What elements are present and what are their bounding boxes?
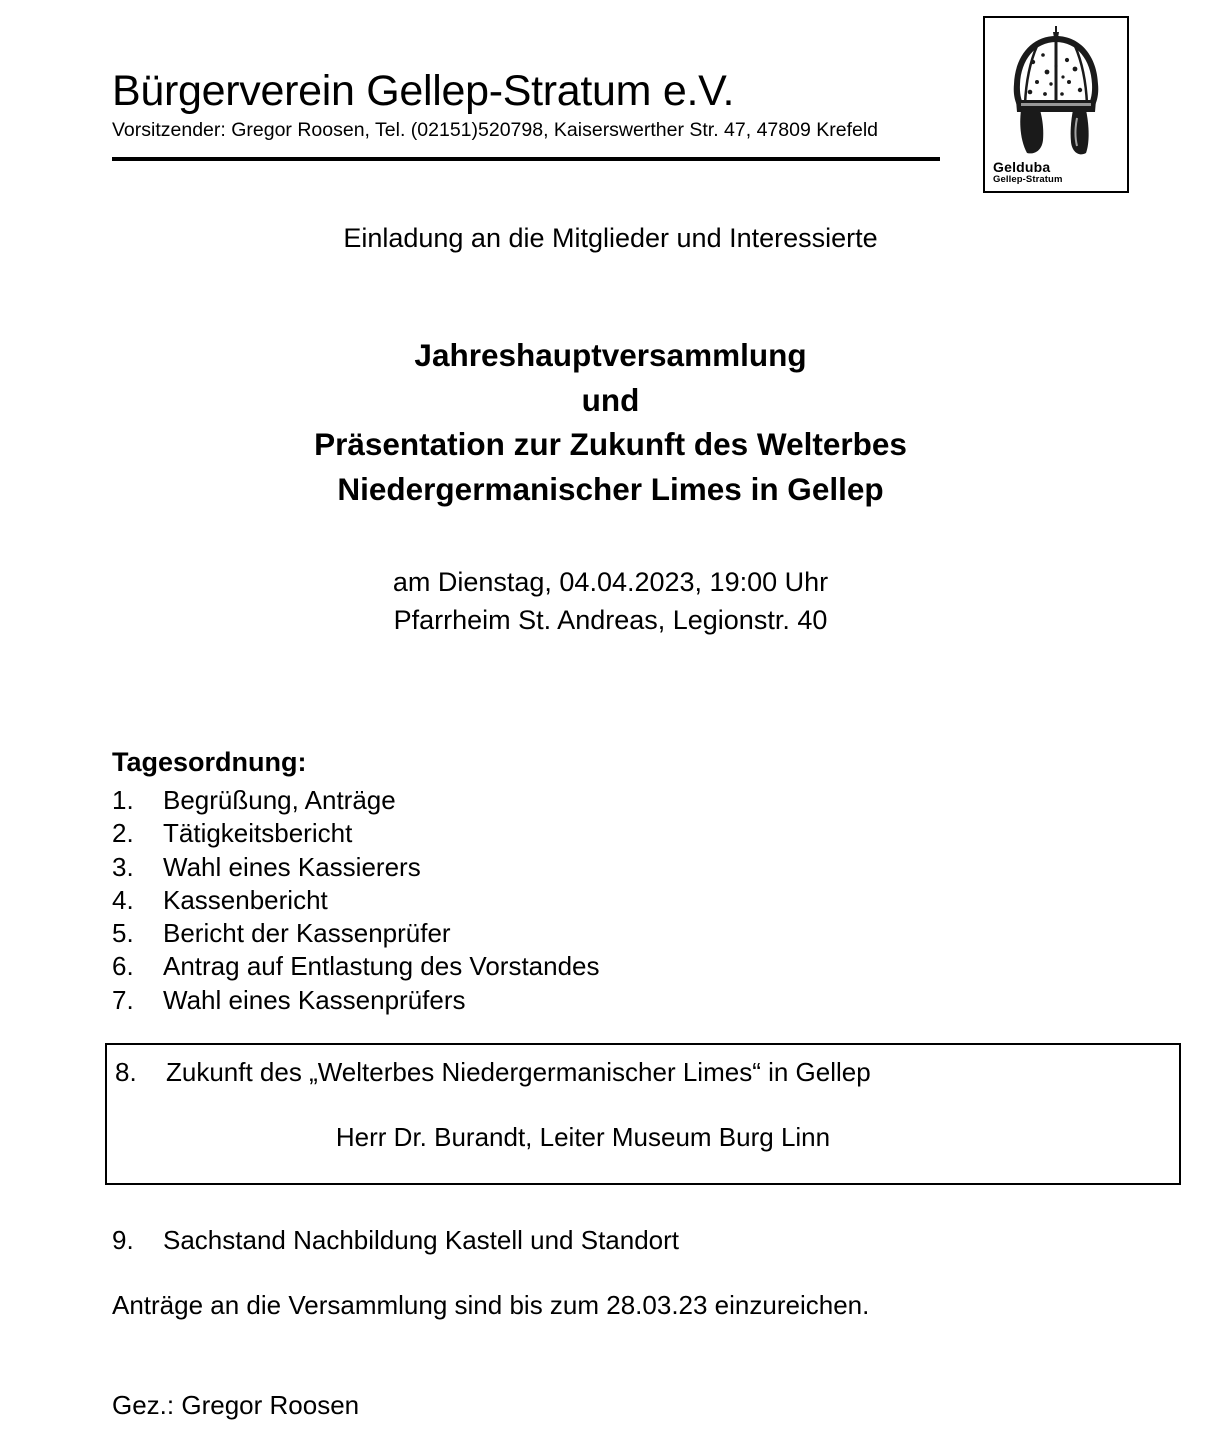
invitation-line: Einladung an die Mitglieder und Interessierte [343, 223, 878, 253]
agenda-list [112, 784, 912, 1017]
organization-contact: Vorsitzender: Gregor Roosen, Tel. (02151)520798, Kaiserswerther Str. 47, 47809 Krefeld [112, 119, 879, 142]
signature-line: Gez.: Gregor Roosen [112, 1390, 360, 1420]
highlighted-agenda-box [105, 1043, 1181, 1185]
agenda-item-label: Zukunft des „Welterbes Niedergermanischer Limes“ in Gellep [166, 1057, 871, 1087]
event-datetime: am Dienstag, 04.04.2023, 19:00 Uhr [392, 567, 829, 597]
title-line-3: Präsentation zur Zukunft des Welterbes [314, 426, 907, 463]
letterhead [112, 68, 940, 143]
agenda-item-number: 4. [112, 884, 134, 915]
logo-caption-primary: Gelduba [993, 159, 1051, 176]
agenda-item-number: 1. [112, 785, 134, 815]
list-item [112, 851, 912, 884]
title-line-4: Niedergermanischer Limes in Gellep [337, 471, 884, 508]
list-item [112, 784, 912, 817]
agenda-item-number: 3. [112, 851, 134, 882]
list-item [112, 950, 912, 983]
deadline-note: Anträge an die Versammlung sind bis zum 28.03.23 einzureichen. [112, 1290, 870, 1320]
event-details [0, 563, 1221, 640]
list-item [112, 817, 912, 850]
logo-caption-secondary: Gellep-Stratum [993, 174, 1063, 186]
title-line-2: und [581, 381, 640, 418]
list-item [112, 884, 912, 917]
agenda-item-label: Kassenbericht [163, 884, 328, 915]
roman-helmet-icon [985, 22, 1127, 157]
agenda-item-number: 8. [115, 1057, 137, 1087]
speaker-line: Herr Dr. Burandt, Leiter Museum Burg Linn [335, 1122, 831, 1152]
agenda-item-label: Bericht der Kassenprüfer [163, 918, 451, 949]
agenda-item-number: 6. [112, 951, 134, 982]
page-title [0, 333, 1221, 512]
agenda-item-label: Begrüßung, Anträge [163, 785, 396, 815]
agenda-heading: Tagesordnung: [112, 747, 307, 777]
agenda-item-number: 9. [112, 1225, 134, 1255]
organization-name: Bürgerverein Gellep-Stratum e.V. [112, 67, 735, 115]
agenda-item-label: Sachstand Nachbildung Kastell und Standort [163, 1225, 680, 1255]
agenda-item-number: 5. [112, 918, 134, 949]
agenda-item-label: Tätigkeitsbericht [163, 818, 353, 849]
header-divider [112, 157, 940, 161]
agenda-item-number: 7. [112, 984, 134, 1015]
event-venue: Pfarrheim St. Andreas, Legionstr. 40 [393, 605, 828, 636]
agenda-item-label: Wahl eines Kassenprüfers [163, 984, 466, 1015]
list-item [112, 917, 912, 950]
association-logo [983, 16, 1129, 193]
list-item [115, 1056, 871, 1089]
logo-caption [993, 160, 1063, 185]
agenda-item-number: 2. [112, 818, 134, 849]
agenda-list-continued [112, 1224, 1012, 1257]
list-item [112, 1224, 1012, 1257]
agenda-item-label: Wahl eines Kassierers [163, 851, 421, 882]
title-line-1: Jahreshauptversammlung [414, 337, 807, 373]
list-item [112, 984, 912, 1017]
agenda-item-label: Antrag auf Entlastung des Vorstandes [163, 951, 600, 982]
